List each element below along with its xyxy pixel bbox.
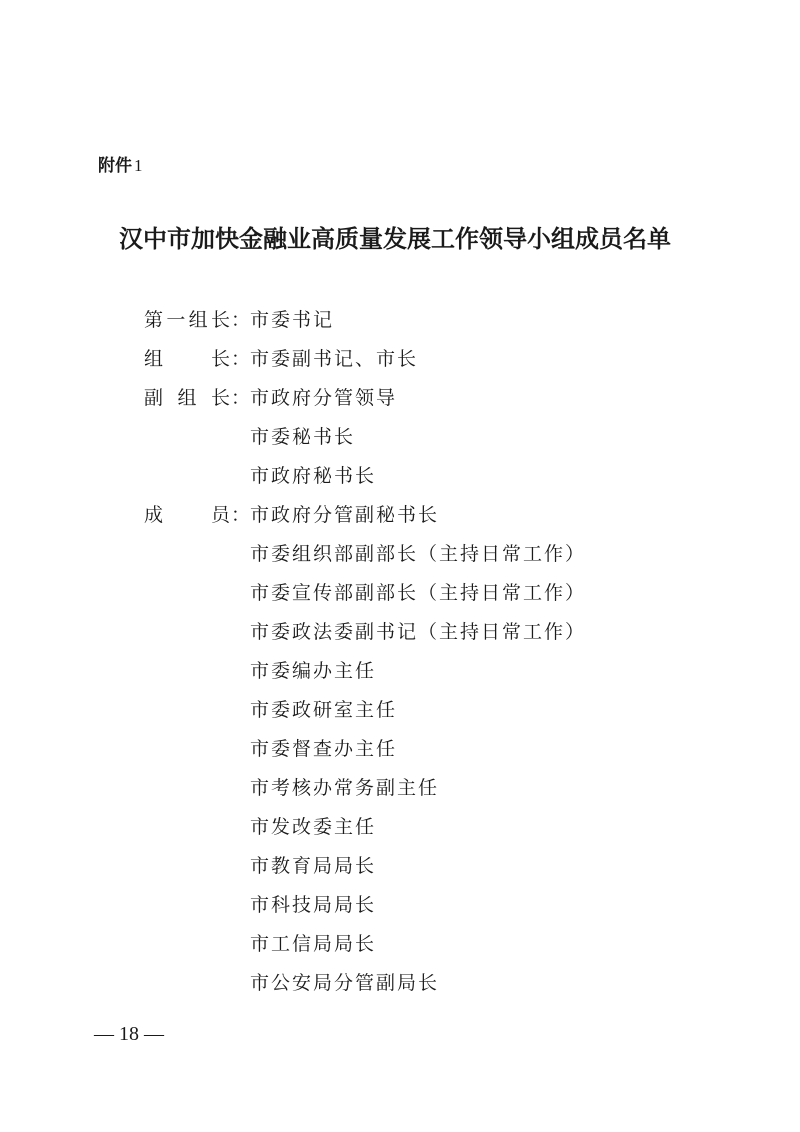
attachment-label xyxy=(98,154,143,178)
roster-entry xyxy=(144,808,704,847)
roster-entry xyxy=(144,730,704,769)
roster-member: 市发改委主任 xyxy=(250,816,377,838)
roster-member: 市教育局局长 xyxy=(250,855,377,877)
roster-member: 市委宣传部副部长（主持日常工作） xyxy=(250,582,587,604)
roster-entry xyxy=(144,769,704,808)
roster-member: 市委组织部副部长（主持日常工作） xyxy=(250,543,587,565)
roster-member: 市委督查办主任 xyxy=(250,738,398,760)
roster-member: 市委政法委副书记（主持日常工作） xyxy=(250,621,587,643)
roster-role-char: 员 xyxy=(210,504,230,526)
roster-role xyxy=(144,379,230,418)
roster-member: 市委副书记、市长 xyxy=(250,348,419,370)
roster-entry xyxy=(144,613,704,652)
roster-role xyxy=(144,496,230,535)
roster-member: 市政府分管副秘书长 xyxy=(250,504,440,526)
roster-role-char: 一 xyxy=(166,309,186,331)
roster-role-char: 副 xyxy=(144,387,164,409)
roster-entry xyxy=(144,496,704,535)
roster-entry xyxy=(144,379,704,418)
roster-member: 市科技局局长 xyxy=(250,894,377,916)
roster-colon: ： xyxy=(231,309,251,331)
roster-role-char: 组 xyxy=(188,309,208,331)
roster-member: 市工信局局长 xyxy=(250,933,377,955)
member-roster xyxy=(144,301,704,1003)
roster-entry xyxy=(144,652,704,691)
roster-entry xyxy=(144,691,704,730)
roster-role xyxy=(144,301,230,340)
roster-member: 市委书记 xyxy=(250,309,335,331)
roster-entry xyxy=(144,964,704,1003)
roster-member: 市政府分管领导 xyxy=(250,387,398,409)
roster-colon: ： xyxy=(231,504,251,526)
roster-entry xyxy=(144,301,704,340)
roster-entry xyxy=(144,340,704,379)
roster-role-char: 组 xyxy=(144,348,164,370)
attachment-number: 1 xyxy=(134,156,143,175)
attachment-label-text: 附件 xyxy=(98,156,132,176)
roster-colon: ： xyxy=(231,348,251,370)
roster-entry xyxy=(144,418,704,457)
roster-entry xyxy=(144,847,704,886)
roster-role-char: 组 xyxy=(177,387,197,409)
roster-member: 市公安局分管副局长 xyxy=(250,972,440,994)
roster-member: 市委秘书长 xyxy=(250,426,356,448)
roster-entry xyxy=(144,925,704,964)
roster-member: 市委政研室主任 xyxy=(250,699,398,721)
roster-role-char: 长 xyxy=(210,348,230,370)
roster-entry xyxy=(144,886,704,925)
roster-role-char: 长 xyxy=(210,309,230,331)
roster-entry xyxy=(144,574,704,613)
roster-member: 市考核办常务副主任 xyxy=(250,777,440,799)
roster-member: 市政府秘书长 xyxy=(250,465,377,487)
roster-role-char: 第 xyxy=(144,309,164,331)
roster-role-char: 成 xyxy=(144,504,164,526)
page-number: — 18 — xyxy=(94,1023,164,1045)
page-title: 汉中市加快金融业高质量发展工作领导小组成员名单 xyxy=(119,225,671,253)
roster-member: 市委编办主任 xyxy=(250,660,377,682)
roster-role xyxy=(144,340,230,379)
roster-entry xyxy=(144,535,704,574)
roster-role-char: 长 xyxy=(210,387,230,409)
roster-entry xyxy=(144,457,704,496)
roster-colon: ： xyxy=(231,387,251,409)
